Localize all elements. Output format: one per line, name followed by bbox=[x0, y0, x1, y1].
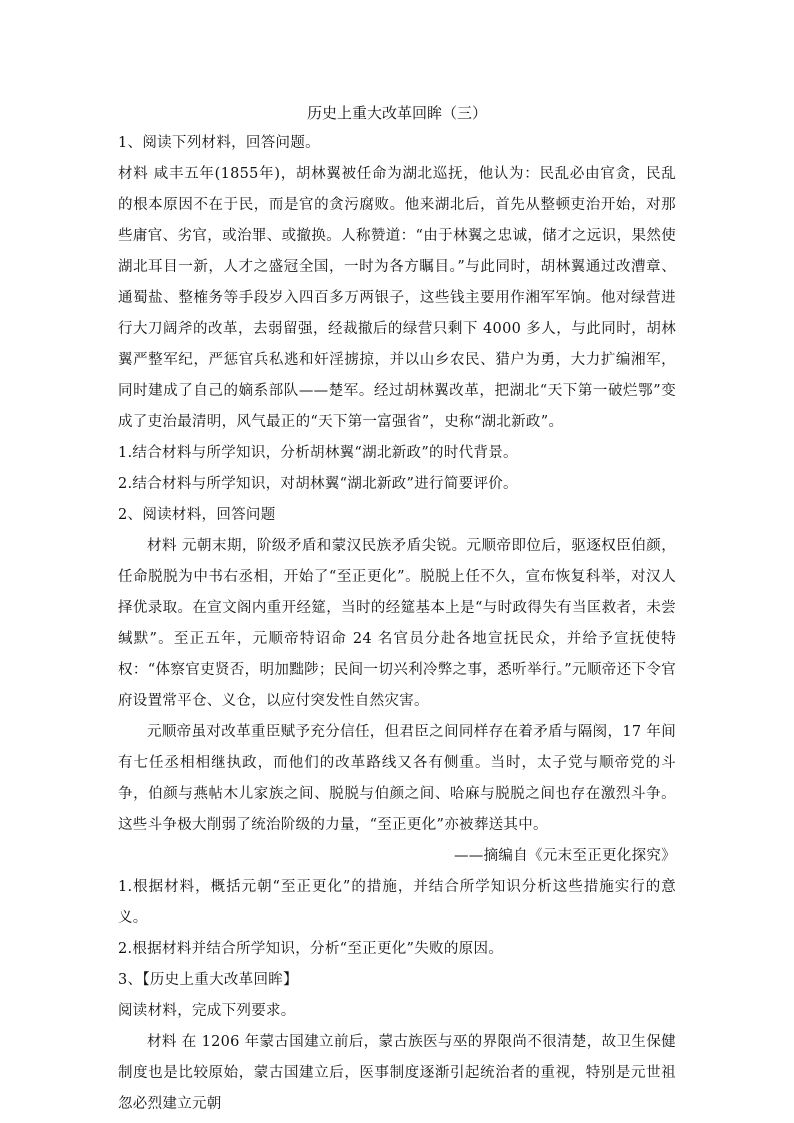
document-page bbox=[118, 100, 676, 1120]
question-3-instruction: 阅读材料，完成下列要求。 bbox=[118, 1003, 296, 1019]
question-2-material-paragraph-1: 材料 元朝末期，阶级矛盾和蒙汉民族矛盾尖锐。元顺帝即位后，驱逐权臣伯颜，任命脱脱为中书右丞相，开始了“至正更化”。脱脱上任不久，宣布恢复科举，对汉人择优录取。在宣文阁内重开经筵，当时的经筵基本上是“与时政得失有当匡救者，未尝缄默”。至正五年，元顺帝特诏命 24 名官员分赴各地宣抚民众，并给予宣抚使特权：“体察官吏贤否，明加黜陟；民间一切兴利冷弊之事，悉听举行。”元顺帝还下令官府设置常平仓、义仓，以应付突发性自然灾害。 bbox=[118, 538, 676, 709]
question-1-task-2: 2.结合材料与所学知识，对胡林翼“湖北新政”进行简要评价。 bbox=[118, 476, 518, 492]
question-2-heading: 2、阅读材料，回答问题 bbox=[118, 507, 276, 523]
question-1-material: 材料 咸丰五年(1855年)，胡林翼被任命为湖北巡抚，他认为：民乱必由官贪，民乱的根本原因不在于民，而是官的贪污腐败。他来湖北后，首先从整顿吏治开始，对那些庸官、劣官，或治罪、或撤换。人称赞道：“由于林翼之忠诚，储才之远识，果然使湖北耳目一新，人才之盛冠全国，一时为各方瞩目。”与此同时，胡林翼通过改漕章、通蜀盐、整榷务等手段岁入四百多万两银子，这些钱主要用作湘军军饷。他对绿营进行大刀阔斧的改革，去弱留强，经裁撤后的绿营只剩下 4000 多人，与此同时，胡林翼严整军纪，严惩官兵私逃和奸淫掳掠，并以山乡农民、猎户为勇，大力扩编湘军，同时建成了自己的嫡系部队——楚军。经过胡林翼改革，把湖北“天下第一破烂鄂”变成了吏治最清明，风气最正的“天下第一富强省”，史称“湖北新政”。 bbox=[118, 166, 676, 430]
document-title: 历史上重大改革回眸（三） bbox=[306, 104, 487, 122]
question-2-material-paragraph-2: 元顺帝虽对改革重臣赋予充分信任，但君臣之间同样存在着矛盾与隔阂，17 年间有七任丞相相继执政，而他们的改革路线又各有侧重。当时，太子党与顺帝党的斗争，伯颜与燕帖木儿家族之间、脱脱与伯颜之间、哈麻与脱脱之间也存在激烈斗争。这些斗争极大削弱了统治阶级的力量，“至正更化”亦被葬送其中。 bbox=[118, 724, 676, 833]
question-3-material: 材料 在 1206 年蒙古国建立前后，蒙古族医与巫的界限尚不很清楚，故卫生保健制度也是比较原始，蒙古国建立后，医事制度逐渐引起统治者的重视，特别是元世祖忽必烈建立元朝 bbox=[118, 1034, 676, 1112]
question-1-heading: 1、阅读下列材料，回答问题。 bbox=[118, 135, 320, 151]
question-2-task-2: 2.根据材料并结合所学知识，分析“至正更化”失败的原因。 bbox=[118, 941, 504, 957]
question-2-source: ——摘编自《元末至正更化探究》 bbox=[454, 848, 676, 864]
question-2-task-1: 1.根据材料，概括元朝“至正更化”的措施，并结合所学知识分析这些措施实行的意义。 bbox=[118, 879, 676, 926]
question-3-heading: 3、【历史上重大改革回眸】 bbox=[118, 972, 298, 988]
question-1-task-1: 1.结合材料与所学知识，分析胡林翼“湖北新政”的时代背景。 bbox=[118, 445, 518, 461]
